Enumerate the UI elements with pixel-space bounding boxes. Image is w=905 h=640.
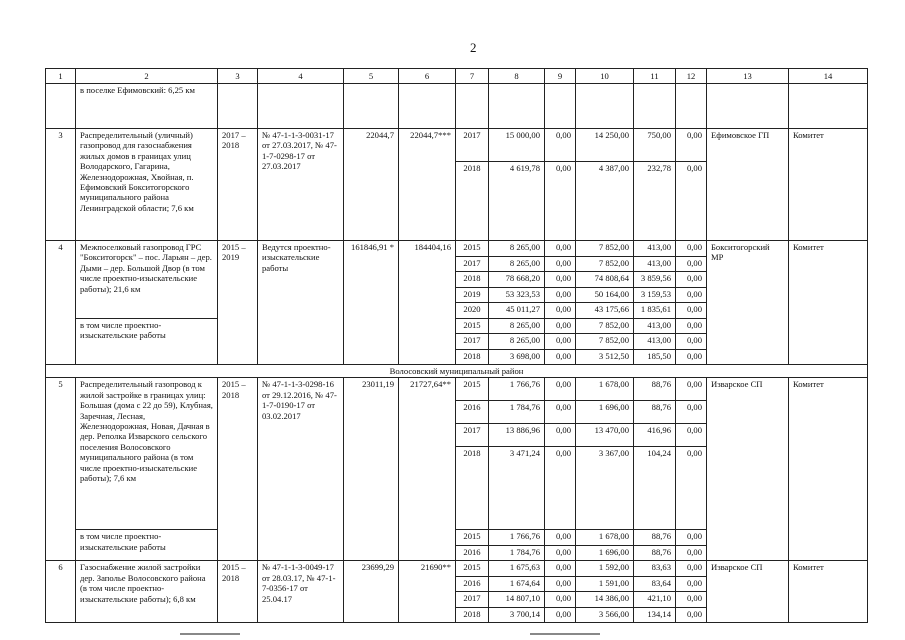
column-number: 1 bbox=[46, 69, 76, 84]
regional-amount: 1 696,00 bbox=[576, 401, 634, 424]
other-amount: 0,00 bbox=[676, 241, 707, 257]
table-row bbox=[46, 561, 868, 577]
table-row bbox=[46, 129, 868, 162]
local-amount: 232,78 bbox=[634, 162, 676, 241]
year-cell: 2016 bbox=[456, 401, 489, 424]
federal-amount: 0,00 bbox=[545, 256, 576, 272]
federal-amount: 0,00 bbox=[545, 530, 576, 546]
estimated-cost: 23699,29 bbox=[344, 561, 399, 623]
column-number: 6 bbox=[399, 69, 456, 84]
object-name: Газоснабжение жилой застройки дер. Заполье Волосовского района (в том числе проектно-изыскательские работы); 6,8 км bbox=[76, 561, 218, 623]
year-cell: 2016 bbox=[456, 576, 489, 592]
federal-amount: 0,00 bbox=[545, 607, 576, 623]
contract-cost: 184404,16 bbox=[399, 241, 456, 365]
year-cell: 2017 bbox=[456, 129, 489, 162]
local-amount: 88,76 bbox=[634, 545, 676, 561]
regional-amount: 14 386,00 bbox=[576, 592, 634, 608]
federal-amount: 0,00 bbox=[545, 545, 576, 561]
year-cell: 2018 bbox=[456, 162, 489, 241]
other-amount: 0,00 bbox=[676, 576, 707, 592]
object-name: Распределительный (уличный) газопровод для газоснабжения жилых домов в границах улиц Володарского, Гагарина, Железнодорожная, Хвойная, п. Ефимовский Бокситогорского муниципального района Ленинградской области; 7,6 км bbox=[76, 129, 218, 241]
local-amount: 416,96 bbox=[634, 424, 676, 447]
column-number: 13 bbox=[707, 69, 789, 84]
total-amount: 1 674,64 bbox=[489, 576, 545, 592]
row-number: 6 bbox=[46, 561, 76, 623]
column-number: 11 bbox=[634, 69, 676, 84]
local-amount: 413,00 bbox=[634, 241, 676, 257]
other-amount: 0,00 bbox=[676, 349, 707, 365]
other-amount: 0,00 bbox=[676, 561, 707, 577]
total-amount: 53 323,53 bbox=[489, 287, 545, 303]
other-amount: 0,00 bbox=[676, 424, 707, 447]
row-number: 3 bbox=[46, 129, 76, 241]
regional-amount: 1 696,00 bbox=[576, 545, 634, 561]
total-amount: 45 011,27 bbox=[489, 303, 545, 319]
other-amount: 0,00 bbox=[676, 378, 707, 401]
local-amount: 1 835,61 bbox=[634, 303, 676, 319]
federal-amount: 0,00 bbox=[545, 576, 576, 592]
contract-cost: 21727,64** bbox=[399, 378, 456, 561]
executor-municipality: Изварское СП bbox=[707, 561, 789, 623]
year-cell: 2017 bbox=[456, 424, 489, 447]
object-subname: в том числе проектно-изыскательские работы bbox=[76, 318, 218, 365]
regional-amount: 74 808,64 bbox=[576, 272, 634, 288]
gas-pipeline-table bbox=[45, 68, 868, 623]
other-amount: 0,00 bbox=[676, 272, 707, 288]
regional-amount: 13 470,00 bbox=[576, 424, 634, 447]
column-number: 3 bbox=[218, 69, 258, 84]
federal-amount: 0,00 bbox=[545, 401, 576, 424]
year-cell: 2018 bbox=[456, 447, 489, 530]
row-number: 5 bbox=[46, 378, 76, 561]
year-cell: 2017 bbox=[456, 592, 489, 608]
federal-amount: 0,00 bbox=[545, 378, 576, 401]
period-cell: 2015 – 2018 bbox=[218, 561, 258, 623]
regional-amount: 1 591,00 bbox=[576, 576, 634, 592]
year-cell: 2019 bbox=[456, 287, 489, 303]
total-amount: 1 784,76 bbox=[489, 401, 545, 424]
total-amount: 14 807,10 bbox=[489, 592, 545, 608]
local-amount: 413,00 bbox=[634, 318, 676, 334]
local-amount: 421,10 bbox=[634, 592, 676, 608]
local-amount: 185,50 bbox=[634, 349, 676, 365]
executor-municipality: Бокситогорский МР bbox=[707, 241, 789, 365]
regional-amount: 7 852,00 bbox=[576, 241, 634, 257]
other-amount: 0,00 bbox=[676, 256, 707, 272]
other-amount: 0,00 bbox=[676, 162, 707, 241]
executor-municipality: Ефимовское ГП bbox=[707, 129, 789, 241]
total-amount: 3 471,24 bbox=[489, 447, 545, 530]
local-amount: 3 159,53 bbox=[634, 287, 676, 303]
year-cell: 2015 bbox=[456, 241, 489, 257]
local-amount: 83,63 bbox=[634, 561, 676, 577]
other-amount: 0,00 bbox=[676, 607, 707, 623]
estimated-cost: 23011,19 bbox=[344, 378, 399, 561]
year-cell: 2015 bbox=[456, 378, 489, 401]
local-amount: 104,24 bbox=[634, 447, 676, 530]
regional-amount: 7 852,00 bbox=[576, 334, 634, 350]
year-cell: 2015 bbox=[456, 530, 489, 546]
contract-cost: 21690** bbox=[399, 561, 456, 623]
column-number: 14 bbox=[789, 69, 868, 84]
local-amount: 88,76 bbox=[634, 378, 676, 401]
local-amount: 134,14 bbox=[634, 607, 676, 623]
regional-amount: 7 852,00 bbox=[576, 318, 634, 334]
other-amount: 0,00 bbox=[676, 303, 707, 319]
total-amount: 15 000,00 bbox=[489, 129, 545, 162]
total-amount: 8 265,00 bbox=[489, 318, 545, 334]
regional-amount: 3 367,00 bbox=[576, 447, 634, 530]
column-number: 9 bbox=[545, 69, 576, 84]
regional-amount: 43 175,66 bbox=[576, 303, 634, 319]
other-amount: 0,00 bbox=[676, 401, 707, 424]
year-cell: 2018 bbox=[456, 272, 489, 288]
total-amount: 4 619,78 bbox=[489, 162, 545, 241]
page-number: 2 bbox=[470, 40, 477, 55]
federal-amount: 0,00 bbox=[545, 287, 576, 303]
column-number: 4 bbox=[258, 69, 344, 84]
local-amount: 88,76 bbox=[634, 401, 676, 424]
scan-mark bbox=[530, 633, 600, 635]
scan-mark bbox=[180, 633, 240, 635]
other-amount: 0,00 bbox=[676, 334, 707, 350]
regional-amount: 50 164,00 bbox=[576, 287, 634, 303]
table-body bbox=[46, 69, 868, 623]
regional-amount: 1 678,00 bbox=[576, 378, 634, 401]
year-cell: 2015 bbox=[456, 561, 489, 577]
total-amount: 1 766,76 bbox=[489, 530, 545, 546]
responsible-body: Комитет bbox=[789, 129, 868, 241]
responsible-body: Комитет bbox=[789, 561, 868, 623]
permit-document: № 47-1-1-3-0298-16 от 29.12.2016, № 47-1-7-0190-17 от 03.02.2017 bbox=[258, 378, 344, 561]
other-amount: 0,00 bbox=[676, 318, 707, 334]
year-cell: 2017 bbox=[456, 256, 489, 272]
permit-document: № 47-1-1-3-0049-17 от 28.03.17, № 47-1-7-0356-17 от 25.04.17 bbox=[258, 561, 344, 623]
section-row bbox=[46, 365, 868, 378]
federal-amount: 0,00 bbox=[545, 303, 576, 319]
column-number: 7 bbox=[456, 69, 489, 84]
contract-cost: 22044,7*** bbox=[399, 129, 456, 241]
row-number: 4 bbox=[46, 241, 76, 365]
local-amount: 750,00 bbox=[634, 129, 676, 162]
federal-amount: 0,00 bbox=[545, 334, 576, 350]
executor-municipality: Изварское СП bbox=[707, 378, 789, 561]
local-amount: 413,00 bbox=[634, 256, 676, 272]
total-amount: 3 698,00 bbox=[489, 349, 545, 365]
local-amount: 413,00 bbox=[634, 334, 676, 350]
local-amount: 3 859,56 bbox=[634, 272, 676, 288]
year-cell: 2018 bbox=[456, 607, 489, 623]
federal-amount: 0,00 bbox=[545, 318, 576, 334]
object-subname: в том числе проектно-изыскательские работы bbox=[76, 530, 218, 561]
object-name: в поселке Ефимовский: 6,25 км bbox=[76, 84, 218, 129]
federal-amount: 0,00 bbox=[545, 129, 576, 162]
other-amount: 0,00 bbox=[676, 287, 707, 303]
object-name: Распределительный газопровод к жилой застройке в границах улиц: Большая (дома с 22 до 59), Клубная, Заречная, Лесная, Железнодорожная, Новая, Дачная в дер. Реполка Изварского сельского поселения Волосовского муниципального района (в том числе проектно-изыскательские работы); 7,6 км bbox=[76, 378, 218, 530]
regional-amount: 14 250,00 bbox=[576, 129, 634, 162]
year-cell: 2020 bbox=[456, 303, 489, 319]
federal-amount: 0,00 bbox=[545, 561, 576, 577]
regional-amount: 3 566,00 bbox=[576, 607, 634, 623]
total-amount: 1 766,76 bbox=[489, 378, 545, 401]
period-cell: 2015 – 2019 bbox=[218, 241, 258, 365]
total-amount: 8 265,00 bbox=[489, 241, 545, 257]
other-amount: 0,00 bbox=[676, 447, 707, 530]
regional-amount: 3 512,50 bbox=[576, 349, 634, 365]
year-cell: 2018 bbox=[456, 349, 489, 365]
federal-amount: 0,00 bbox=[545, 424, 576, 447]
section-title: Волосовский муниципальный район bbox=[46, 365, 868, 378]
other-amount: 0,00 bbox=[676, 530, 707, 546]
regional-amount: 7 852,00 bbox=[576, 256, 634, 272]
column-number: 10 bbox=[576, 69, 634, 84]
year-cell: 2016 bbox=[456, 545, 489, 561]
local-amount: 83,64 bbox=[634, 576, 676, 592]
permit-document: № 47-1-1-3-0031-17 от 27.03.2017, № 47-1-7-0298-17 от 27.03.2017 bbox=[258, 129, 344, 241]
column-number: 8 bbox=[489, 69, 545, 84]
year-cell: 2017 bbox=[456, 334, 489, 350]
column-number: 12 bbox=[676, 69, 707, 84]
total-amount: 13 886,96 bbox=[489, 424, 545, 447]
table-row bbox=[46, 241, 868, 257]
estimated-cost: 161846,91 * bbox=[344, 241, 399, 365]
federal-amount: 0,00 bbox=[545, 272, 576, 288]
responsible-body: Комитет bbox=[789, 241, 868, 365]
permit-document: Ведутся проектно-изыскательские работы bbox=[258, 241, 344, 365]
federal-amount: 0,00 bbox=[545, 349, 576, 365]
federal-amount: 0,00 bbox=[545, 241, 576, 257]
regional-amount: 4 387,00 bbox=[576, 162, 634, 241]
total-amount: 8 265,00 bbox=[489, 256, 545, 272]
total-amount: 1 784,76 bbox=[489, 545, 545, 561]
continuation-row bbox=[46, 84, 868, 129]
period-cell: 2017 – 2018 bbox=[218, 129, 258, 241]
local-amount: 88,76 bbox=[634, 530, 676, 546]
other-amount: 0,00 bbox=[676, 592, 707, 608]
federal-amount: 0,00 bbox=[545, 447, 576, 530]
federal-amount: 0,00 bbox=[545, 592, 576, 608]
regional-amount: 1 678,00 bbox=[576, 530, 634, 546]
regional-amount: 1 592,00 bbox=[576, 561, 634, 577]
federal-amount: 0,00 bbox=[545, 162, 576, 241]
column-number-row bbox=[46, 69, 868, 84]
table-row bbox=[46, 378, 868, 401]
responsible-body: Комитет bbox=[789, 378, 868, 561]
year-cell: 2015 bbox=[456, 318, 489, 334]
period-cell: 2015 – 2018 bbox=[218, 378, 258, 561]
total-amount: 8 265,00 bbox=[489, 334, 545, 350]
total-amount: 3 700,14 bbox=[489, 607, 545, 623]
total-amount: 1 675,63 bbox=[489, 561, 545, 577]
other-amount: 0,00 bbox=[676, 545, 707, 561]
column-number: 2 bbox=[76, 69, 218, 84]
total-amount: 78 668,20 bbox=[489, 272, 545, 288]
object-name: Межпоселковый газопровод ГРС "Бокситогорск" – пос. Ларьян – дер. Дыми – дер. Большой Двор (в том числе проектно-изыскательские работы); 21,6 км bbox=[76, 241, 218, 319]
column-number: 5 bbox=[344, 69, 399, 84]
estimated-cost: 22044,7 bbox=[344, 129, 399, 241]
other-amount: 0,00 bbox=[676, 129, 707, 162]
